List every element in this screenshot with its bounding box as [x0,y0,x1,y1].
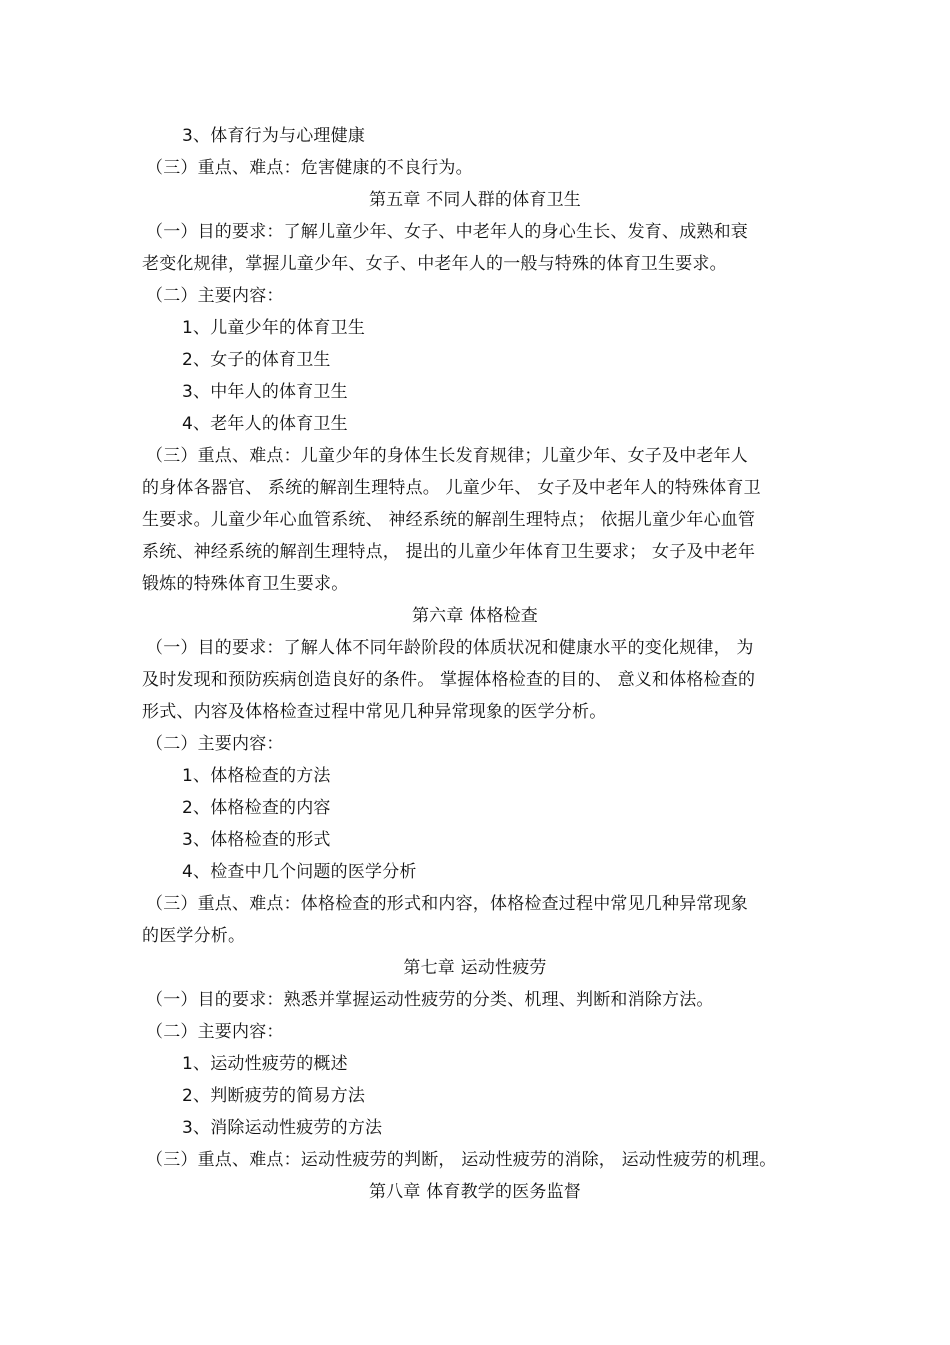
paragraph-line: 形式、内容及体格检查过程中常见几种异常现象的医学分析。 [142,702,607,722]
paragraph-line: （一）目的要求：了解人体不同年龄阶段的体质状况和健康水平的变化规律， 为 [146,638,754,658]
list-item: 3、中年人的体育卫生 [182,382,348,402]
paragraph-line: （一）目的要求：熟悉并掌握运动性疲劳的分类、机理、判断和消除方法。 [146,990,714,1010]
list-item: 4、老年人的体育卫生 [182,414,348,434]
list-item: 3、消除运动性疲劳的方法 [182,1118,383,1138]
list-item: 2、判断疲劳的简易方法 [182,1086,366,1106]
chapter-title: 第七章 运动性疲劳 [403,958,547,978]
list-item: 1、体格检查的方法 [182,766,331,786]
list-item: 1、儿童少年的体育卫生 [182,318,366,338]
paragraph-line: （三）重点、难点：运动性疲劳的判断， 运动性疲劳的消除， 运动性疲劳的机理。 [146,1150,777,1170]
paragraph-line: 老变化规律，掌握儿童少年、女子、中老年人的一般与特殊的体育卫生要求。 [142,254,727,274]
section-heading: （二）主要内容： [146,734,284,754]
list-item: 3、体格检查的形式 [182,830,331,850]
list-item: 2、女子的体育卫生 [182,350,331,370]
paragraph-line: 的医学分析。 [142,926,246,946]
paragraph-line: （一）目的要求：了解儿童少年、女子、中老年人的身心生长、发育、成熟和衰 [146,222,748,242]
paragraph-line: （三）重点、难点：儿童少年的身体生长发育规律；儿童少年、女子及中老年人 [146,446,748,466]
list-item: 1、运动性疲劳的概述 [182,1054,348,1074]
section-heading: （三）重点、难点：危害健康的不良行为。 [146,158,473,178]
chapter-title: 第六章 体格检查 [411,606,538,626]
paragraph-line: （三）重点、难点：体格检查的形式和内容，体格检查过程中常见几种异常现象 [146,894,748,914]
list-item: 2、体格检查的内容 [182,798,331,818]
paragraph-line: 生要求。儿童少年心血管系统、 神经系统的解剖生理特点； 依据儿童少年心血管 [142,510,756,530]
paragraph-line: 的身体各器官、 系统的解剖生理特点。 儿童少年、 女子及中老年人的特殊体育卫 [142,478,761,498]
list-item: 4、检查中几个问题的医学分析 [182,862,417,882]
paragraph-line: 及时发现和预防疾病创造良好的条件。 掌握体格检查的目的、 意义和体格检查的 [142,670,756,690]
section-heading: （二）主要内容： [146,1022,284,1042]
paragraph-line: 锻炼的特殊体育卫生要求。 [142,574,349,594]
chapter-title: 第八章 体育教学的医务监督 [368,1182,581,1202]
section-heading: （二）主要内容： [146,286,284,306]
paragraph-line: 系统、神经系统的解剖生理特点， 提出的儿童少年体育卫生要求； 女子及中老年 [142,542,756,562]
chapter-title: 第五章 不同人群的体育卫生 [368,190,581,210]
list-item: 3、体育行为与心理健康 [182,126,366,146]
